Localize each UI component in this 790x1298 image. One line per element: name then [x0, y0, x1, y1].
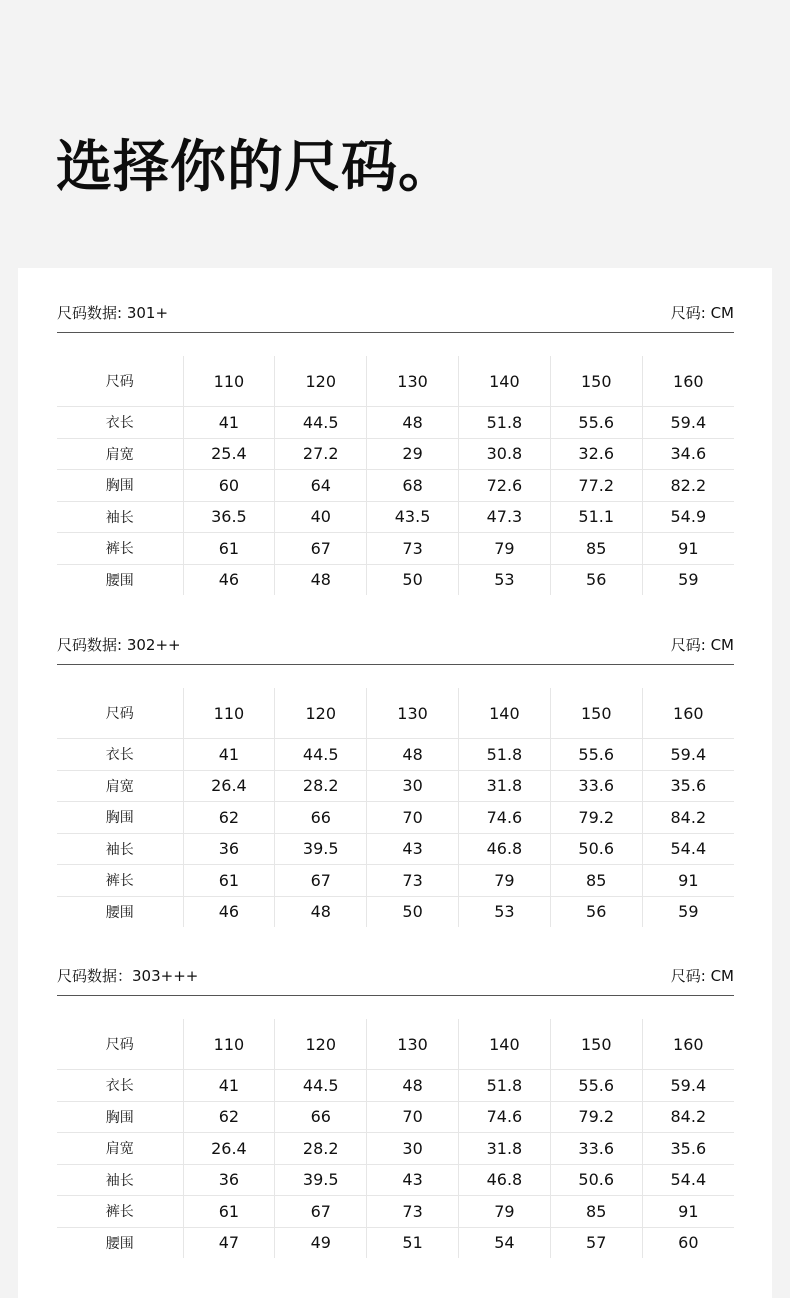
table-cell: 39.5: [275, 833, 367, 865]
table-cell: 34.6: [642, 438, 734, 470]
section-unit: 尺码: CM: [670, 967, 734, 985]
table-cell: 51: [367, 1227, 459, 1258]
table-cell: 39.5: [275, 1164, 367, 1196]
table-cell: 91: [642, 533, 734, 565]
table-header-cell: 160: [642, 356, 734, 407]
table-row: [57, 896, 734, 927]
table-row: [57, 770, 734, 802]
table-row: [57, 1164, 734, 1196]
size-table: [57, 356, 734, 595]
table-cell: 54: [458, 1227, 550, 1258]
table-cell: 51.8: [458, 407, 550, 439]
table-cell: 衣长: [57, 1070, 183, 1102]
table-cell: 50.6: [550, 833, 642, 865]
table-header-row: [57, 356, 734, 407]
size-section-301: [57, 268, 734, 590]
table-header-cell: 130: [367, 356, 459, 407]
table-header-cell: 140: [458, 1019, 550, 1070]
table-cell: 70: [367, 1101, 459, 1133]
table-cell: 91: [642, 1196, 734, 1228]
table-cell: 46.8: [458, 1164, 550, 1196]
table-row: [57, 1227, 734, 1258]
table-cell: 32.6: [550, 438, 642, 470]
table-header-cell: 110: [183, 1019, 275, 1070]
table-header-cell: 140: [458, 688, 550, 739]
table-cell: 衣长: [57, 407, 183, 439]
table-cell: 36: [183, 833, 275, 865]
table-cell: 35.6: [642, 1133, 734, 1165]
table-cell: 55.6: [550, 739, 642, 771]
table-header-cell: 130: [367, 688, 459, 739]
table-cell: 79: [458, 1196, 550, 1228]
table-header-cell: 140: [458, 356, 550, 407]
table-cell: 36.5: [183, 501, 275, 533]
table-header-cell: 尺码: [57, 356, 183, 407]
table-cell: 44.5: [275, 739, 367, 771]
table-cell: 27.2: [275, 438, 367, 470]
table-cell: 61: [183, 533, 275, 565]
table-cell: 裤长: [57, 865, 183, 897]
table-row: [57, 533, 734, 565]
table-cell: 肩宽: [57, 1133, 183, 1165]
table-cell: 46: [183, 896, 275, 927]
table-row: [57, 1101, 734, 1133]
table-cell: 59: [642, 564, 734, 595]
table-cell: 30: [367, 1133, 459, 1165]
table-row: [57, 501, 734, 533]
table-cell: 48: [367, 407, 459, 439]
table-cell: 67: [275, 1196, 367, 1228]
section-label: 尺码数据: 301+: [57, 304, 169, 322]
table-cell: 73: [367, 533, 459, 565]
table-cell: 26.4: [183, 1133, 275, 1165]
table-cell: 77.2: [550, 470, 642, 502]
table-cell: 73: [367, 1196, 459, 1228]
table-cell: 51.1: [550, 501, 642, 533]
table-cell: 55.6: [550, 407, 642, 439]
table-cell: 56: [550, 896, 642, 927]
table-cell: 47: [183, 1227, 275, 1258]
table-cell: 48: [367, 1070, 459, 1102]
table-header-cell: 110: [183, 688, 275, 739]
table-cell: 50.6: [550, 1164, 642, 1196]
table-header-cell: 尺码: [57, 1019, 183, 1070]
table-cell: 50: [367, 896, 459, 927]
table-cell: 袖长: [57, 1164, 183, 1196]
table-cell: 79.2: [550, 1101, 642, 1133]
table-row: [57, 739, 734, 771]
table-cell: 54.4: [642, 1164, 734, 1196]
table-cell: 67: [275, 865, 367, 897]
table-cell: 55.6: [550, 1070, 642, 1102]
table-cell: 25.4: [183, 438, 275, 470]
section-header: [57, 600, 734, 665]
table-cell: 48: [275, 896, 367, 927]
size-table: [57, 1019, 734, 1258]
table-cell: 44.5: [275, 407, 367, 439]
table-cell: 79.2: [550, 802, 642, 834]
table-cell: 53: [458, 896, 550, 927]
table-cell: 91: [642, 865, 734, 897]
table-cell: 85: [550, 865, 642, 897]
table-cell: 61: [183, 1196, 275, 1228]
table-cell: 73: [367, 865, 459, 897]
table-cell: 67: [275, 533, 367, 565]
table-cell: 70: [367, 802, 459, 834]
table-cell: 33.6: [550, 770, 642, 802]
table-cell: 84.2: [642, 802, 734, 834]
table-cell: 28.2: [275, 1133, 367, 1165]
table-cell: 68: [367, 470, 459, 502]
table-cell: 裤长: [57, 533, 183, 565]
table-cell: 62: [183, 802, 275, 834]
table-cell: 48: [367, 739, 459, 771]
table-cell: 74.6: [458, 1101, 550, 1133]
table-cell: 腰围: [105, 904, 134, 921]
table-cell: 43.5: [367, 501, 459, 533]
table-row: [57, 564, 734, 595]
table-cell: 54.9: [642, 501, 734, 533]
table-cell: 79: [458, 865, 550, 897]
table-cell: 60: [642, 1227, 734, 1258]
table-row: [57, 1196, 734, 1228]
table-cell: 33.6: [550, 1133, 642, 1165]
table-cell: 胸围: [57, 1101, 183, 1133]
table-cell: 64: [275, 470, 367, 502]
table-cell: 41: [183, 407, 275, 439]
page-title: 选择你的尺码。: [56, 135, 455, 200]
table-cell: 35.6: [642, 770, 734, 802]
table-cell: 59.4: [642, 1070, 734, 1102]
section-label: 尺码数据：303+++: [57, 967, 199, 985]
table-cell: 85: [550, 1196, 642, 1228]
table-row: [57, 865, 734, 897]
table-cell: 46: [183, 564, 275, 595]
table-cell: 57: [550, 1227, 642, 1258]
section-header: [57, 931, 734, 996]
table-cell: 腰围: [105, 572, 134, 589]
table-cell: 54.4: [642, 833, 734, 865]
table-cell: 31.8: [458, 770, 550, 802]
size-chart-card: [18, 268, 772, 1298]
table-cell: 61: [183, 865, 275, 897]
table-header-row: [57, 1019, 734, 1070]
table-cell: 腰围: [105, 1235, 134, 1252]
table-cell: 31.8: [458, 1133, 550, 1165]
table-header-cell: 110: [183, 356, 275, 407]
table-header-cell: 120: [275, 1019, 367, 1070]
table-cell: 51.8: [458, 1070, 550, 1102]
table-cell: 肩宽: [57, 770, 183, 802]
table-cell: 66: [275, 802, 367, 834]
table-cell: 袖长: [57, 501, 183, 533]
table-cell: 衣长: [57, 739, 183, 771]
table-header-cell: 150: [550, 1019, 642, 1070]
table-row: [57, 1070, 734, 1102]
section-unit: 尺码: CM: [670, 304, 734, 322]
table-cell: 46.8: [458, 833, 550, 865]
table-cell: 47.3: [458, 501, 550, 533]
table-row: [57, 470, 734, 502]
section-unit: 尺码: CM: [670, 636, 734, 654]
table-cell: 44.5: [275, 1070, 367, 1102]
table-cell: 60: [183, 470, 275, 502]
table-header-cell: 120: [275, 688, 367, 739]
table-cell: 53: [458, 564, 550, 595]
table-cell: 袖长: [57, 833, 183, 865]
table-cell: 59.4: [642, 407, 734, 439]
table-header-cell: 150: [550, 356, 642, 407]
table-cell: 30: [367, 770, 459, 802]
table-cell: 26.4: [183, 770, 275, 802]
table-cell: 29: [367, 438, 459, 470]
table-cell: 59: [642, 896, 734, 927]
table-row: [57, 438, 734, 470]
table-cell: 41: [183, 739, 275, 771]
table-cell: 62: [183, 1101, 275, 1133]
table-header-row: [57, 688, 734, 739]
table-cell: 41: [183, 1070, 275, 1102]
table-cell: 79: [458, 533, 550, 565]
table-row: [57, 1133, 734, 1165]
table-cell: 85: [550, 533, 642, 565]
table-cell: 28.2: [275, 770, 367, 802]
table-cell: 50: [367, 564, 459, 595]
table-row: [57, 407, 734, 439]
size-section-302: [57, 600, 734, 922]
table-cell: 82.2: [642, 470, 734, 502]
table-header-cell: 尺码: [57, 688, 183, 739]
table-cell: 胸围: [57, 802, 183, 834]
table-row: [57, 802, 734, 834]
table-cell: 36: [183, 1164, 275, 1196]
table-cell: 裤长: [57, 1196, 183, 1228]
size-table: [57, 688, 734, 927]
table-cell: 66: [275, 1101, 367, 1133]
table-cell: 48: [275, 564, 367, 595]
table-cell: 51.8: [458, 739, 550, 771]
table-cell: 43: [367, 1164, 459, 1196]
table-cell: 30.8: [458, 438, 550, 470]
table-header-cell: 130: [367, 1019, 459, 1070]
table-cell: 56: [550, 564, 642, 595]
table-cell: 40: [275, 501, 367, 533]
table-row: [57, 833, 734, 865]
table-cell: 74.6: [458, 802, 550, 834]
table-header-cell: 120: [275, 356, 367, 407]
table-cell: 49: [275, 1227, 367, 1258]
table-cell: 72.6: [458, 470, 550, 502]
table-header-cell: 160: [642, 688, 734, 739]
section-header: [57, 268, 734, 333]
table-cell: 43: [367, 833, 459, 865]
size-section-303: [57, 931, 734, 1253]
section-label: 尺码数据: 302++: [57, 636, 181, 654]
table-cell: 胸围: [57, 470, 183, 502]
table-cell: 84.2: [642, 1101, 734, 1133]
table-header-cell: 160: [642, 1019, 734, 1070]
table-cell: 59.4: [642, 739, 734, 771]
table-cell: 肩宽: [57, 438, 183, 470]
table-header-cell: 150: [550, 688, 642, 739]
